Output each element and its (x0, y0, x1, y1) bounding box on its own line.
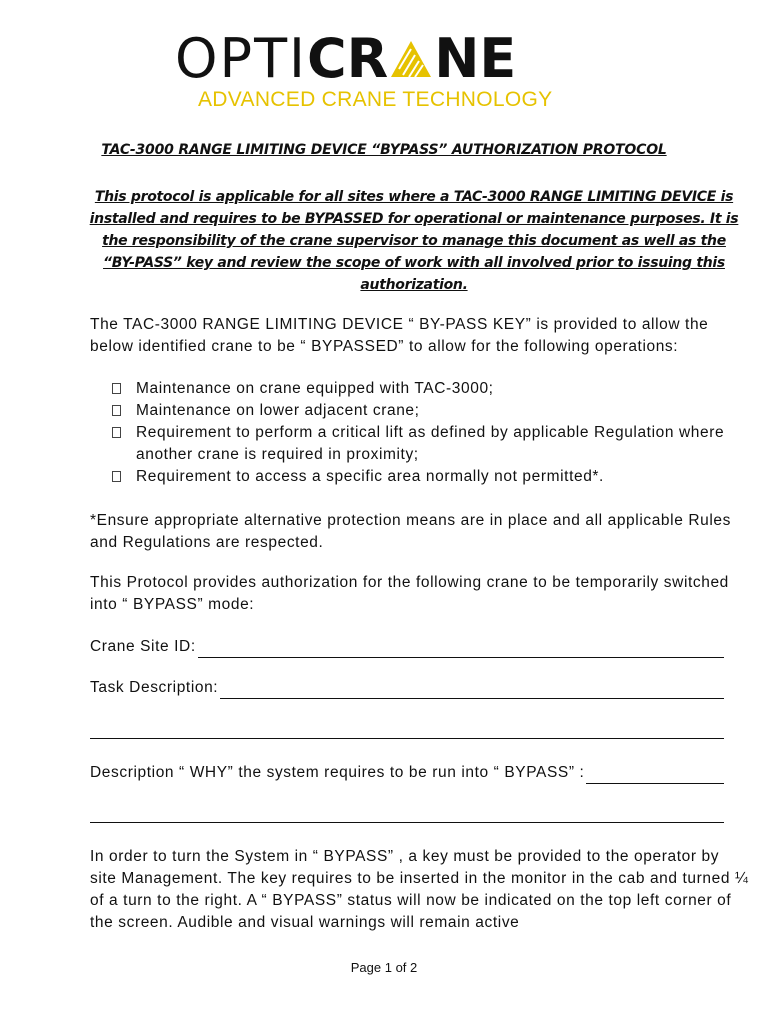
task-description-line[interactable] (220, 680, 724, 699)
logo-opti-text: OPTI (175, 27, 307, 90)
list-item-text: Maintenance on crane equipped with TAC-3000; (136, 380, 494, 397)
task-description-extra-line[interactable] (90, 738, 724, 739)
paragraph-authorization: This Protocol provides authorization for the following crane to be temporarily switched into “ BYPASS” mode: (90, 574, 729, 613)
why-description-line[interactable] (586, 765, 724, 784)
paragraph-bypass-key: The TAC-3000 RANGE LIMITING DEVICE “ BY-PASS KEY” is provided to allow the below identified crane to be “ BYPASSED” to allow for the following operations: (90, 316, 709, 355)
list-item-text: Requirement to perform a critical lift as defined by applicable Regulation where another crane is required in proximity; (136, 424, 725, 463)
checkbox-icon (112, 471, 121, 482)
why-description-label: Description “ WHY” the system requires to be run into “ BYPASS” : (90, 764, 585, 781)
list-item-text: Requirement to access a specific area normally not permitted*. (136, 468, 604, 485)
crane-site-id-line[interactable] (198, 639, 724, 658)
task-description-field[interactable] (90, 677, 724, 699)
list-item (112, 422, 752, 466)
crane-site-id-field[interactable] (90, 636, 724, 658)
document-title: TAC-3000 RANGE LIMITING DEVICE “BYPASS” AUTHORIZATION PROTOCOL (101, 142, 667, 158)
logo-crane-text (306, 27, 517, 90)
logo-crane-part-a: CR (306, 27, 389, 90)
page-number: Page 1 of 2 (350, 960, 418, 975)
task-description-label: Task Description: (90, 679, 219, 696)
logo-a-triangle-icon (389, 39, 433, 79)
checkbox-icon (112, 427, 121, 438)
paragraph-protection-note: *Ensure appropriate alternative protection means are in place and all applicable Rules and Regulations are respected. (90, 512, 731, 551)
list-item (112, 466, 752, 488)
operations-list (112, 378, 752, 488)
paragraph-bypass-procedure: In order to turn the System in “ BYPASS” , a key must be provided to the operator by site Management. The key requires to be inserted in the monitor in the cab and turned ¼ of a turn to the right. A “ BYPASS” status will now be indicated on the top left corner of the screen. Audible and visual warnings will remain active (90, 848, 749, 931)
why-description-extra-line[interactable] (90, 822, 724, 823)
list-item-text: Maintenance on lower adjacent crane; (136, 402, 420, 419)
logo-tagline: ADVANCED CRANE TECHNOLOGY (198, 88, 553, 111)
logo-crane-part-b: NE (434, 27, 517, 90)
crane-site-id-label: Crane Site ID: (90, 638, 196, 655)
list-item (112, 400, 752, 422)
opticrane-logo (175, 27, 630, 90)
why-description-field[interactable] (90, 762, 724, 784)
intro-statement: This protocol is applicable for all sites where a TAC-3000 RANGE LIMITING DEVICE is installed and requires to be BYPASSED for operational or maintenance purposes. It is the responsibility of the crane supervisor to manage this document as well as the “BY-PASS” key and review the scope of work with all involved prior to issuing this authorization. (89, 189, 739, 293)
checkbox-icon (112, 405, 121, 416)
checkbox-icon (112, 383, 121, 394)
list-item (112, 378, 752, 400)
